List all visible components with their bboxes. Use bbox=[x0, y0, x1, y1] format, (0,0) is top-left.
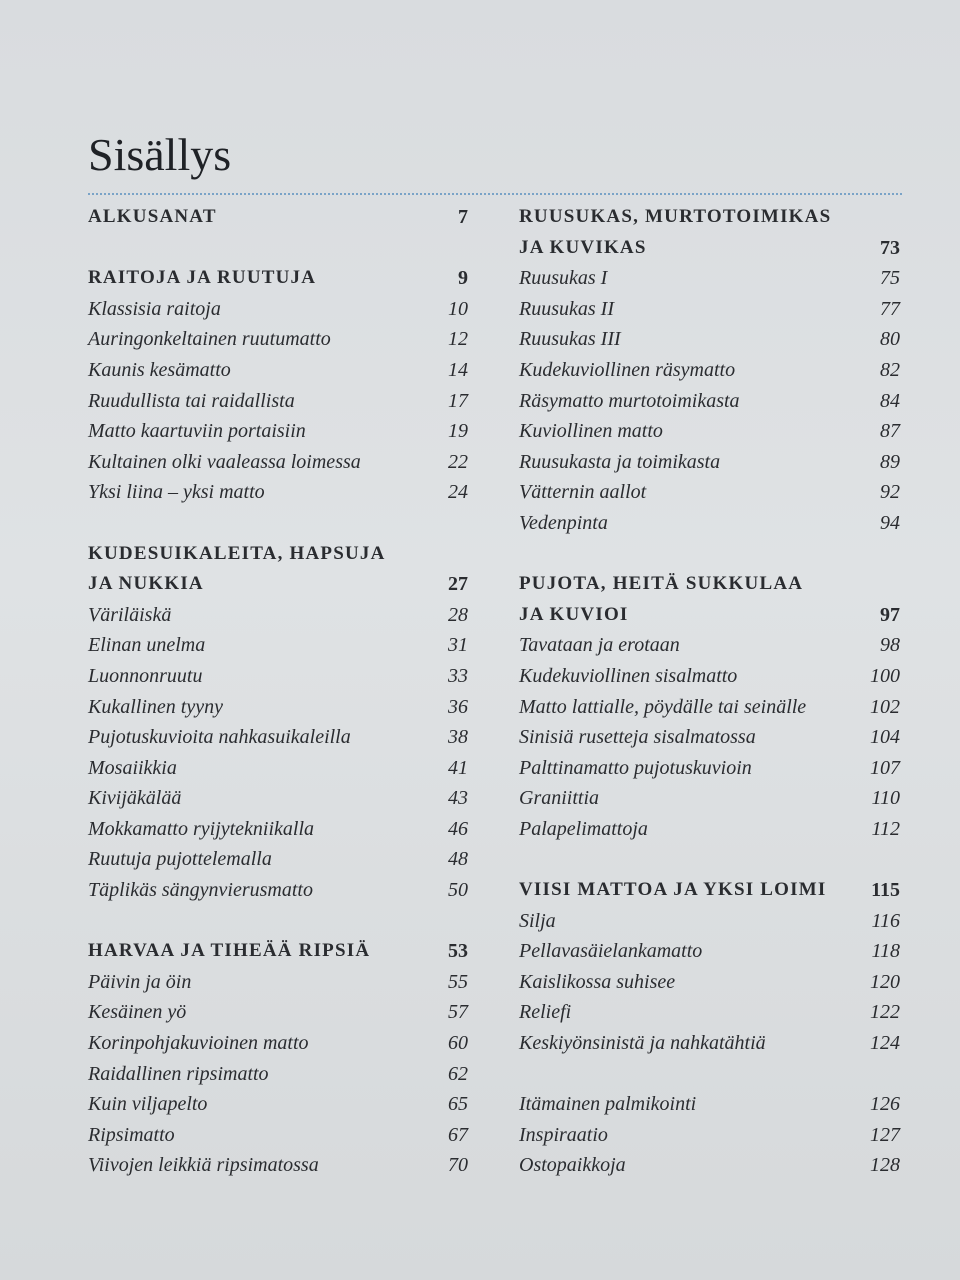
toc-title: Kivijäkälää bbox=[88, 787, 182, 810]
toc-entry bbox=[88, 416, 468, 447]
toc-page-number: 126 bbox=[870, 1093, 900, 1116]
toc-page-number: 12 bbox=[448, 328, 468, 351]
toc-page-number: 94 bbox=[880, 511, 900, 534]
toc-title: Mokkamatto ryijytekniikalla bbox=[88, 817, 315, 840]
toc-entry bbox=[88, 692, 468, 723]
toc-entry bbox=[88, 844, 468, 875]
toc-page-number: 75 bbox=[880, 267, 900, 290]
toc-entry bbox=[88, 1150, 468, 1181]
toc-entry bbox=[519, 477, 900, 508]
toc-page-number: 7 bbox=[458, 206, 468, 228]
toc-entry bbox=[88, 753, 468, 784]
toc-title: Kultainen olki vaaleassa loimessa bbox=[88, 450, 361, 473]
toc-entry bbox=[519, 294, 900, 325]
page-title: Sisällys bbox=[88, 129, 232, 180]
toc-page-number: 41 bbox=[448, 756, 468, 779]
toc-entry bbox=[88, 630, 468, 661]
toc-entry bbox=[88, 814, 468, 845]
toc-title: KUDESUIKALEITA, HAPSUJA bbox=[88, 542, 386, 564]
toc-title: Väriläiskä bbox=[88, 603, 172, 626]
toc-entry bbox=[88, 600, 468, 631]
toc-entry bbox=[519, 814, 900, 845]
toc-page-number: 50 bbox=[448, 879, 468, 902]
toc-page-number: 38 bbox=[448, 726, 468, 749]
toc-page-number: 82 bbox=[880, 358, 900, 381]
toc-title: Kuviollinen matto bbox=[519, 420, 663, 443]
toc-entry bbox=[519, 355, 900, 386]
toc-title: Silja bbox=[519, 909, 556, 932]
toc-title: Luonnonruutu bbox=[88, 664, 203, 687]
toc-page-number: 97 bbox=[880, 603, 900, 626]
toc-page-number: 116 bbox=[871, 909, 900, 932]
toc-entry bbox=[519, 1120, 900, 1151]
toc-title: Vätternin aallot bbox=[519, 481, 647, 504]
toc-entry bbox=[88, 661, 468, 692]
toc-page-number: 127 bbox=[870, 1123, 900, 1146]
toc-page-number: 122 bbox=[870, 1001, 900, 1024]
section-spacer bbox=[88, 508, 468, 539]
toc-title: Kukallinen tyyny bbox=[88, 695, 223, 718]
toc-entry bbox=[519, 906, 900, 937]
toc-entry bbox=[88, 967, 468, 998]
toc-page-number: 17 bbox=[448, 389, 468, 412]
toc-title: Raidallinen ripsimatto bbox=[88, 1062, 269, 1085]
toc-page-number: 36 bbox=[448, 695, 468, 718]
toc-title: Auringonkeltainen ruutumatto bbox=[88, 328, 331, 351]
toc-right-column bbox=[519, 202, 900, 1181]
toc-entry bbox=[88, 447, 468, 478]
toc-page-number: 48 bbox=[448, 848, 468, 871]
toc-entry bbox=[519, 997, 900, 1028]
toc-title: RUUSUKAS, MURTOTOIMIKAS bbox=[519, 206, 832, 227]
toc-title: Sinisiä rusetteja sisalmatossa bbox=[519, 726, 756, 749]
section-spacer bbox=[519, 1059, 900, 1090]
toc-page-number: 107 bbox=[870, 756, 900, 779]
toc-title: HARVAA JA TIHEÄÄ RIPSIÄ bbox=[88, 940, 371, 962]
toc-title: Kudekuviollinen räsymatto bbox=[519, 358, 736, 381]
toc-page-number: 98 bbox=[880, 634, 900, 657]
toc-title: Kesäinen yö bbox=[88, 1001, 187, 1024]
toc-title: Räsymatto murtotoimikasta bbox=[519, 389, 740, 412]
toc-page-number: 33 bbox=[448, 664, 468, 687]
toc-entry bbox=[519, 630, 900, 661]
toc-entry bbox=[519, 1150, 900, 1181]
toc-title: JA NUKKIA bbox=[88, 573, 204, 595]
toc-section-heading bbox=[519, 233, 900, 264]
toc-title: Vedenpinta bbox=[519, 511, 608, 534]
toc-title: Reliefi bbox=[519, 1001, 572, 1024]
toc-title: Ripsimatto bbox=[88, 1123, 175, 1146]
section-spacer bbox=[519, 844, 900, 875]
toc-title: Ostopaikkoja bbox=[519, 1154, 626, 1177]
toc-entry bbox=[88, 294, 468, 325]
toc-page-number: 60 bbox=[448, 1032, 468, 1055]
toc-page-number: 110 bbox=[871, 787, 900, 810]
toc-title: Kuin viljapelto bbox=[88, 1093, 208, 1116]
toc-section-heading bbox=[519, 569, 900, 600]
toc-title: Pujotuskuvioita nahkasuikaleilla bbox=[88, 726, 351, 749]
toc-page-number: 46 bbox=[448, 817, 468, 840]
toc-page-number: 24 bbox=[448, 481, 468, 504]
toc-title: Täplikäs sängynvierusmatto bbox=[88, 879, 313, 902]
toc-entry bbox=[519, 386, 900, 417]
toc-title: Ruusukasta ja toimikasta bbox=[519, 450, 721, 473]
toc-page-number: 22 bbox=[448, 450, 468, 473]
toc-title: Pellavasäielankamatto bbox=[519, 940, 703, 963]
toc-page-number: 115 bbox=[871, 879, 900, 902]
toc-entry bbox=[519, 753, 900, 784]
toc-entry bbox=[519, 783, 900, 814]
toc-entry bbox=[519, 936, 900, 967]
toc-page-number: 70 bbox=[448, 1154, 468, 1177]
toc-page-number: 104 bbox=[870, 726, 900, 749]
toc-page-number: 112 bbox=[871, 817, 900, 840]
toc-title: Viivojen leikkiä ripsimatossa bbox=[88, 1154, 319, 1177]
toc-entry bbox=[88, 722, 468, 753]
toc-page-number: 53 bbox=[448, 940, 468, 963]
toc-title: Palapelimattoja bbox=[519, 817, 648, 840]
toc-title: Inspiraatio bbox=[519, 1123, 608, 1146]
toc-page-number: 28 bbox=[448, 603, 468, 626]
toc-entry bbox=[519, 722, 900, 753]
toc-title: Itämainen palmikointi bbox=[519, 1093, 697, 1116]
toc-page-number: 73 bbox=[880, 236, 900, 259]
section-spacer bbox=[519, 539, 900, 570]
toc-page-number: 65 bbox=[448, 1093, 468, 1116]
toc-section-heading bbox=[88, 539, 468, 570]
toc-title: Ruusukas I bbox=[519, 267, 608, 290]
toc-title: Keskiyönsinistä ja nahkatähtiä bbox=[519, 1032, 766, 1055]
toc-entry bbox=[519, 324, 900, 355]
toc-title: Klassisia raitoja bbox=[88, 297, 221, 320]
toc-title: Tavataan ja erotaan bbox=[519, 634, 680, 657]
toc-page-number: 57 bbox=[448, 1001, 468, 1024]
toc-entry bbox=[519, 661, 900, 692]
toc-section-heading bbox=[88, 569, 468, 600]
dotted-divider bbox=[88, 193, 902, 195]
toc-section-heading bbox=[519, 202, 900, 233]
toc-page-number: 100 bbox=[870, 664, 900, 687]
section-spacer bbox=[88, 906, 468, 937]
toc-entry bbox=[519, 508, 900, 539]
toc-entry bbox=[88, 1028, 468, 1059]
toc-title: ALKUSANAT bbox=[88, 206, 217, 227]
toc-title: Ruudullista tai raidallista bbox=[88, 389, 295, 412]
toc-title: Matto kaartuviin portaisiin bbox=[88, 420, 306, 443]
toc-entry bbox=[88, 997, 468, 1028]
toc-title: Elinan unelma bbox=[88, 634, 206, 657]
toc-entry bbox=[88, 875, 468, 906]
toc-page-number: 128 bbox=[870, 1154, 900, 1177]
toc-entry bbox=[88, 386, 468, 417]
toc-page-number: 87 bbox=[880, 420, 900, 443]
toc-title: Ruusukas II bbox=[519, 297, 614, 320]
toc-page-number: 124 bbox=[870, 1032, 900, 1055]
toc-page-number: 10 bbox=[448, 297, 468, 320]
toc-entry bbox=[519, 692, 900, 723]
toc-title: Päivin ja öin bbox=[88, 970, 192, 993]
toc-title: Ruusukas III bbox=[519, 328, 621, 351]
toc-entry bbox=[519, 263, 900, 294]
toc-page-number: 118 bbox=[871, 940, 900, 963]
toc-page-number: 89 bbox=[880, 450, 900, 473]
toc-section-heading bbox=[519, 875, 900, 906]
toc-title: Mosaiikkia bbox=[88, 756, 177, 779]
toc-title: RAITOJA JA RUUTUJA bbox=[88, 267, 317, 289]
toc-title: PUJOTA, HEITÄ SUKKULAA bbox=[519, 573, 804, 595]
toc-title: JA KUVIOI bbox=[519, 603, 629, 625]
toc-section-heading bbox=[88, 936, 468, 967]
toc-page-number: 67 bbox=[448, 1123, 468, 1146]
toc-entry bbox=[519, 1028, 900, 1059]
toc-page-number: 9 bbox=[458, 267, 468, 290]
toc-page-number: 102 bbox=[870, 695, 900, 718]
toc-entry bbox=[88, 324, 468, 355]
toc-page-number: 77 bbox=[880, 297, 900, 320]
toc-page-number: 55 bbox=[448, 970, 468, 993]
toc-entry bbox=[519, 967, 900, 998]
toc-page-number: 19 bbox=[448, 420, 468, 443]
toc-entry bbox=[519, 447, 900, 478]
toc-page-number: 31 bbox=[448, 634, 468, 657]
toc-title: Palttinamatto pujotuskuvioin bbox=[519, 756, 752, 779]
toc-entry bbox=[88, 1089, 468, 1120]
toc-entry bbox=[519, 1089, 900, 1120]
toc-page-number: 84 bbox=[880, 389, 900, 412]
toc-entry bbox=[88, 1120, 468, 1151]
toc-page-number: 80 bbox=[880, 328, 900, 351]
toc-entry bbox=[88, 355, 468, 386]
toc-section-heading bbox=[519, 600, 900, 631]
toc-title: JA KUVIKAS bbox=[519, 236, 647, 258]
toc-entry bbox=[519, 416, 900, 447]
toc-left-column bbox=[88, 202, 468, 1181]
toc-page-number: 27 bbox=[448, 573, 468, 596]
toc-title: Kaislikossa suhisee bbox=[519, 970, 676, 993]
toc-page-number: 62 bbox=[448, 1062, 468, 1085]
toc-section-heading bbox=[88, 202, 468, 233]
toc-entry bbox=[88, 783, 468, 814]
toc-title: Kudekuviollinen sisalmatto bbox=[519, 664, 738, 687]
section-spacer bbox=[88, 233, 468, 264]
toc-title: Yksi liina – yksi matto bbox=[88, 481, 265, 504]
toc-title: Matto lattialle, pöydälle tai seinälle bbox=[519, 695, 807, 718]
toc-title: Korinpohjakuvioinen matto bbox=[88, 1032, 309, 1055]
toc-section-heading bbox=[88, 263, 468, 294]
toc-page-number: 43 bbox=[448, 787, 468, 810]
toc-title: Graniittia bbox=[519, 787, 600, 810]
toc-page-number: 14 bbox=[448, 358, 468, 381]
toc-title: VIISI MATTOA JA YKSI LOIMI bbox=[519, 879, 827, 901]
toc-page-number: 92 bbox=[880, 481, 900, 504]
toc-entry bbox=[88, 1059, 468, 1090]
toc-entry bbox=[88, 477, 468, 508]
toc-page-number: 120 bbox=[870, 970, 900, 993]
toc-title: Kaunis kesämatto bbox=[88, 358, 231, 381]
toc-title: Ruutuja pujottelemalla bbox=[88, 848, 272, 871]
